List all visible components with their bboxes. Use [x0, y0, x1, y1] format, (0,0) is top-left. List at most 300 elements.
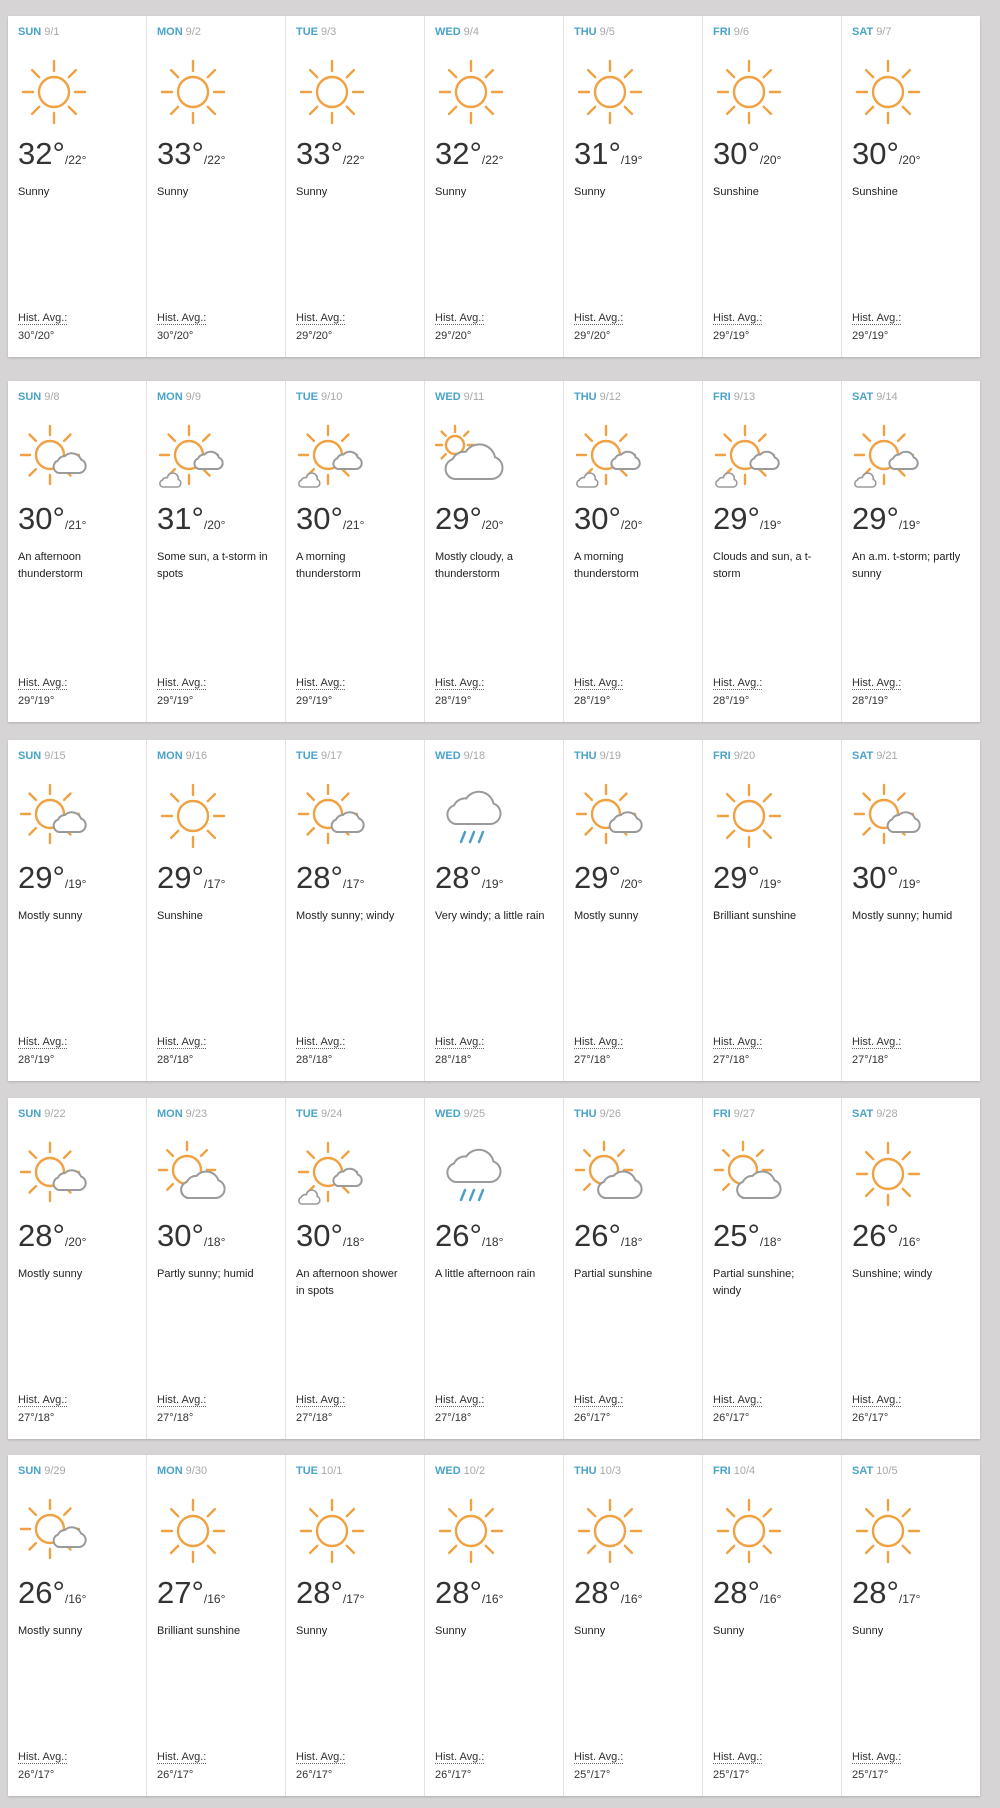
high-temp: 28°	[852, 1575, 899, 1610]
historical-average	[713, 1033, 762, 1069]
historical-average	[157, 309, 206, 345]
historical-average	[713, 309, 762, 345]
low-temp: /19°	[620, 153, 643, 167]
hist-avg-label[interactable]: Hist. Avg.:	[852, 1751, 902, 1763]
historical-average	[296, 1748, 345, 1784]
temperature	[435, 860, 503, 896]
day-date: 9/23	[185, 1108, 208, 1120]
day-of-week: TUE	[296, 391, 318, 403]
low-temp: /20°	[898, 153, 921, 167]
partly-sunny-icon	[713, 1138, 785, 1210]
day-cell[interactable]	[425, 16, 564, 357]
hist-avg-label[interactable]: Hist. Avg.:	[296, 1751, 346, 1763]
sun-icon	[713, 780, 785, 852]
day-label[interactable]	[18, 750, 66, 762]
hist-avg-label[interactable]: Hist. Avg.:	[435, 312, 485, 324]
day-cell[interactable]	[8, 1098, 147, 1439]
day-cell[interactable]	[703, 1098, 842, 1439]
temperature	[852, 1575, 920, 1611]
historical-average	[435, 309, 484, 345]
sun-icon	[157, 1495, 229, 1567]
temperature	[435, 136, 503, 172]
day-of-week: MON	[157, 1465, 183, 1477]
day-date: 9/9	[185, 391, 201, 403]
day-cell[interactable]	[842, 381, 980, 722]
day-label[interactable]	[296, 391, 342, 403]
day-date: 9/19	[599, 750, 622, 762]
day-label[interactable]	[435, 1465, 485, 1477]
day-of-week: SAT	[852, 1465, 874, 1477]
hist-avg-label[interactable]: Hist. Avg.:	[18, 1036, 68, 1048]
weather-phrase: Mostly sunny	[18, 910, 83, 922]
sun-icon	[713, 1495, 785, 1567]
day-label[interactable]	[852, 26, 891, 38]
hist-avg-label[interactable]: Hist. Avg.:	[157, 1394, 207, 1406]
week-row	[8, 16, 980, 357]
hist-avg-label[interactable]: Hist. Avg.:	[296, 1036, 346, 1048]
sun-icon	[435, 1495, 507, 1567]
partly-sunny-icon	[574, 1138, 646, 1210]
day-label[interactable]	[157, 26, 201, 38]
day-cell[interactable]	[147, 381, 286, 722]
day-date: 10/4	[733, 1465, 756, 1477]
historical-average	[296, 309, 345, 345]
sun-cloud-small-icon	[296, 421, 368, 493]
day-label[interactable]	[296, 26, 336, 38]
day-label[interactable]	[18, 26, 60, 38]
day-cell[interactable]	[564, 1455, 703, 1796]
day-date: 9/13	[733, 391, 756, 403]
day-of-week: SAT	[852, 26, 874, 38]
day-cell[interactable]	[147, 1455, 286, 1796]
hist-avg-label[interactable]: Hist. Avg.:	[157, 677, 207, 689]
temperature	[157, 136, 225, 172]
hist-avg-value: 26°/17°	[18, 1769, 55, 1781]
historical-average	[435, 674, 484, 710]
high-temp: 29°	[157, 860, 204, 895]
day-of-week: WED	[435, 26, 461, 38]
weather-phrase: Mostly sunny	[18, 1625, 83, 1637]
low-temp: /20°	[481, 518, 504, 532]
historical-average	[157, 1748, 206, 1784]
hist-avg-value: 28°/19°	[574, 695, 611, 707]
high-temp: 30°	[18, 501, 65, 536]
temperature	[18, 860, 86, 896]
hist-avg-label[interactable]: Hist. Avg.:	[574, 312, 624, 324]
high-temp: 27°	[157, 1575, 204, 1610]
temperature	[157, 501, 225, 537]
hist-avg-label[interactable]: Hist. Avg.:	[296, 1394, 346, 1406]
hist-avg-value: 29°/20°	[296, 330, 333, 342]
day-label[interactable]	[574, 26, 615, 38]
day-date: 9/2	[185, 26, 201, 38]
sun-cloud-icon	[852, 780, 924, 852]
temperature	[157, 860, 225, 896]
temperature	[713, 501, 781, 537]
day-cell[interactable]	[564, 16, 703, 357]
historical-average	[574, 674, 623, 710]
hist-avg-value: 30°/20°	[157, 330, 194, 342]
day-label[interactable]	[435, 26, 479, 38]
day-cell[interactable]	[286, 381, 425, 722]
day-of-week: SUN	[18, 1465, 42, 1477]
temperature	[574, 1218, 642, 1254]
high-temp: 30°	[713, 136, 760, 171]
hist-avg-value: 29°/19°	[296, 695, 333, 707]
weather-phrase: Sunny	[852, 1625, 884, 1637]
historical-average	[157, 1391, 206, 1427]
weather-phrase: Partly sunny; humid	[157, 1268, 254, 1280]
day-cell[interactable]	[286, 1455, 425, 1796]
hist-avg-value: 26°/17°	[157, 1769, 194, 1781]
low-temp: /22°	[64, 153, 87, 167]
historical-average	[574, 1748, 623, 1784]
weather-phrase: Sunny	[574, 186, 606, 198]
day-label[interactable]	[157, 1465, 207, 1477]
sun-cloud-icon	[574, 780, 646, 852]
day-of-week: MON	[157, 391, 183, 403]
day-cell[interactable]	[8, 16, 147, 357]
sun-cloud-small-icon	[852, 421, 924, 493]
sun-icon	[574, 56, 646, 128]
hist-avg-label[interactable]: Hist. Avg.:	[157, 312, 207, 324]
day-cell[interactable]	[425, 1455, 564, 1796]
sun-icon	[852, 56, 924, 128]
day-cell[interactable]	[842, 1455, 980, 1796]
temperature	[18, 136, 86, 172]
day-date: 9/25	[463, 1108, 486, 1120]
sun-cloud-small-icon	[296, 1138, 368, 1210]
day-of-week: SUN	[18, 1108, 42, 1120]
hist-avg-value: 30°/20°	[18, 330, 55, 342]
hist-avg-value: 27°/18°	[435, 1412, 472, 1424]
low-temp: /19°	[64, 877, 87, 891]
historical-average	[574, 1033, 623, 1069]
low-temp: /22°	[481, 153, 504, 167]
day-label[interactable]	[852, 1465, 898, 1477]
historical-average	[296, 1033, 345, 1069]
weather-phrase: Sunshine	[157, 910, 203, 922]
day-date: 9/11	[463, 391, 485, 403]
hist-avg-value: 29°/19°	[157, 695, 194, 707]
historical-average	[574, 309, 623, 345]
hist-avg-value: 25°/17°	[852, 1769, 889, 1781]
day-cell[interactable]	[564, 740, 703, 1081]
hist-avg-label[interactable]: Hist. Avg.:	[713, 1036, 763, 1048]
temperature	[435, 1218, 503, 1254]
sun-icon	[852, 1495, 924, 1567]
low-temp: /22°	[203, 153, 226, 167]
rain-cloud-icon	[435, 780, 507, 852]
low-temp: /20°	[620, 518, 643, 532]
day-label[interactable]	[852, 750, 898, 762]
day-of-week: TUE	[296, 26, 318, 38]
day-label[interactable]	[18, 391, 60, 403]
day-label[interactable]	[296, 750, 342, 762]
day-cell[interactable]	[425, 740, 564, 1081]
day-cell[interactable]	[425, 381, 564, 722]
weather-phrase: A morning thunderstorm	[574, 551, 639, 580]
historical-average	[713, 674, 762, 710]
hist-avg-label[interactable]: Hist. Avg.:	[18, 1394, 68, 1406]
day-label[interactable]	[296, 1465, 342, 1477]
temperature	[296, 136, 364, 172]
day-cell[interactable]	[703, 1455, 842, 1796]
sun-cloud-icon	[296, 780, 368, 852]
day-cell[interactable]	[842, 16, 980, 357]
high-temp: 28°	[435, 1575, 482, 1610]
low-temp: /20°	[759, 153, 782, 167]
day-date: 9/21	[876, 750, 898, 762]
historical-average	[18, 674, 67, 710]
hist-avg-value: 29°/19°	[713, 330, 750, 342]
temperature	[18, 501, 86, 537]
day-cell[interactable]	[286, 1098, 425, 1439]
day-of-week: TUE	[296, 750, 318, 762]
temperature	[574, 136, 642, 172]
hist-avg-label[interactable]: Hist. Avg.:	[435, 1751, 485, 1763]
temperature	[713, 860, 781, 896]
weather-phrase: Mostly cloudy, a thunderstorm	[435, 551, 514, 580]
sun-cloud-icon	[18, 421, 90, 493]
sun-cloud-small-icon	[157, 421, 229, 493]
day-cell[interactable]	[564, 381, 703, 722]
temperature	[852, 501, 920, 537]
high-temp: 33°	[296, 136, 343, 171]
day-cell[interactable]	[286, 740, 425, 1081]
sun-icon	[713, 56, 785, 128]
day-of-week: FRI	[713, 1108, 731, 1120]
hist-avg-label[interactable]: Hist. Avg.:	[574, 1394, 624, 1406]
low-temp: /17°	[342, 1592, 365, 1606]
sun-cloud-small-icon	[713, 421, 785, 493]
weather-phrase: Sunny	[435, 1625, 467, 1637]
week-row	[8, 1098, 980, 1439]
day-of-week: MON	[157, 1108, 183, 1120]
historical-average	[296, 674, 345, 710]
day-label[interactable]	[435, 391, 484, 403]
hist-avg-value: 29°/20°	[435, 330, 472, 342]
day-date: 9/5	[599, 26, 615, 38]
low-temp: /22°	[342, 153, 365, 167]
day-date: 9/22	[44, 1108, 66, 1120]
week-row	[8, 1455, 980, 1796]
hist-avg-value: 28°/19°	[435, 695, 472, 707]
hist-avg-value: 28°/18°	[435, 1054, 472, 1066]
weather-phrase: Sunny	[296, 1625, 328, 1637]
day-label[interactable]	[713, 391, 755, 403]
temperature	[713, 136, 781, 172]
day-cell[interactable]	[8, 740, 147, 1081]
day-label[interactable]	[713, 26, 749, 38]
day-label[interactable]	[157, 750, 207, 762]
day-cell[interactable]	[564, 1098, 703, 1439]
day-cell[interactable]	[286, 16, 425, 357]
weather-phrase: Brilliant sunshine	[713, 910, 797, 922]
day-label[interactable]	[574, 750, 621, 762]
high-temp: 31°	[157, 501, 204, 536]
day-cell[interactable]	[842, 740, 980, 1081]
hist-avg-label[interactable]: Hist. Avg.:	[852, 1394, 902, 1406]
day-label[interactable]	[574, 1108, 621, 1120]
sun-icon	[574, 1495, 646, 1567]
hist-avg-label[interactable]: Hist. Avg.:	[713, 1751, 763, 1763]
hist-avg-value: 28°/19°	[713, 695, 750, 707]
hist-avg-label[interactable]: Hist. Avg.:	[157, 1036, 207, 1048]
day-date: 9/12	[599, 391, 622, 403]
high-temp: 30°	[296, 501, 343, 536]
day-cell[interactable]	[8, 381, 147, 722]
hist-avg-label[interactable]: Hist. Avg.:	[18, 1751, 68, 1763]
day-label[interactable]	[296, 1108, 342, 1120]
hist-avg-value: 28°/18°	[157, 1054, 194, 1066]
day-of-week: SUN	[18, 750, 42, 762]
weather-phrase: Clouds and sun, a t-storm	[713, 551, 812, 580]
hist-avg-value: 27°/18°	[574, 1054, 611, 1066]
day-label[interactable]	[852, 1108, 898, 1120]
high-temp: 28°	[574, 1575, 621, 1610]
day-label[interactable]	[18, 1108, 66, 1120]
weather-phrase: An a.m. t-storm; partly sunny	[852, 551, 961, 580]
day-date: 9/14	[876, 391, 898, 403]
hist-avg-label[interactable]: Hist. Avg.:	[435, 677, 485, 689]
hist-avg-label[interactable]: Hist. Avg.:	[574, 677, 624, 689]
day-cell[interactable]	[147, 1098, 286, 1439]
day-cell[interactable]	[147, 740, 286, 1081]
hist-avg-label[interactable]: Hist. Avg.:	[713, 677, 763, 689]
historical-average	[852, 1391, 901, 1427]
day-date: 9/24	[321, 1108, 343, 1120]
day-label[interactable]	[574, 391, 621, 403]
low-temp: /20°	[64, 1235, 87, 1249]
high-temp: 26°	[574, 1218, 621, 1253]
hist-avg-label[interactable]: Hist. Avg.:	[296, 312, 346, 324]
weather-phrase: Mostly sunny	[18, 1268, 83, 1280]
day-cell[interactable]	[842, 1098, 980, 1439]
day-date: 10/5	[876, 1465, 898, 1477]
weather-phrase: A little afternoon rain	[435, 1268, 536, 1280]
hist-avg-label[interactable]: Hist. Avg.:	[713, 312, 763, 324]
day-label[interactable]	[157, 1108, 207, 1120]
weather-phrase: Very windy; a little rain	[435, 910, 545, 922]
hist-avg-value: 29°/20°	[574, 330, 611, 342]
day-cell[interactable]	[703, 381, 842, 722]
day-label[interactable]	[852, 391, 898, 403]
day-of-week: MON	[157, 750, 183, 762]
historical-average	[713, 1391, 762, 1427]
hist-avg-label[interactable]: Hist. Avg.:	[296, 677, 346, 689]
temperature	[296, 501, 364, 537]
temperature	[296, 1575, 364, 1611]
high-temp: 29°	[713, 501, 760, 536]
historical-average	[296, 1391, 345, 1427]
low-temp: /20°	[620, 877, 643, 891]
hist-avg-value: 25°/17°	[713, 1769, 750, 1781]
high-temp: 30°	[852, 136, 899, 171]
hist-avg-label[interactable]: Hist. Avg.:	[18, 677, 68, 689]
hist-avg-label[interactable]: Hist. Avg.:	[713, 1394, 763, 1406]
day-label[interactable]	[18, 1465, 66, 1477]
sun-icon	[435, 56, 507, 128]
weather-phrase: Sunny	[157, 186, 189, 198]
weather-phrase: An afternoon thunderstorm	[18, 551, 83, 580]
hist-avg-value: 26°/17°	[713, 1412, 750, 1424]
weather-phrase: Sunny	[18, 186, 50, 198]
hist-avg-value: 27°/18°	[713, 1054, 750, 1066]
hist-avg-label[interactable]: Hist. Avg.:	[852, 1036, 902, 1048]
historical-average	[852, 1033, 901, 1069]
hist-avg-value: 29°/19°	[18, 695, 55, 707]
day-date: 9/20	[733, 750, 756, 762]
hist-avg-value: 26°/17°	[435, 1769, 472, 1781]
low-temp: /17°	[898, 1592, 921, 1606]
day-label[interactable]	[713, 1465, 755, 1477]
historical-average	[157, 674, 206, 710]
historical-average	[713, 1748, 762, 1784]
hist-avg-label[interactable]: Hist. Avg.:	[852, 677, 902, 689]
day-cell[interactable]	[703, 740, 842, 1081]
day-label[interactable]	[157, 391, 201, 403]
high-temp: 29°	[435, 501, 482, 536]
hist-avg-label[interactable]: Hist. Avg.:	[852, 312, 902, 324]
day-label[interactable]	[435, 750, 485, 762]
sun-icon	[157, 56, 229, 128]
hist-avg-label[interactable]: Hist. Avg.:	[157, 1751, 207, 1763]
day-cell[interactable]	[425, 1098, 564, 1439]
day-date: 9/27	[733, 1108, 756, 1120]
weather-phrase: A morning thunderstorm	[296, 551, 361, 580]
historical-average	[435, 1748, 484, 1784]
historical-average	[18, 1391, 67, 1427]
day-label[interactable]	[713, 1108, 755, 1120]
hist-avg-value: 25°/17°	[574, 1769, 611, 1781]
day-label[interactable]	[574, 1465, 621, 1477]
low-temp: /18°	[759, 1235, 782, 1249]
mostly-cloudy-icon	[435, 421, 507, 493]
high-temp: 28°	[296, 1575, 343, 1610]
hist-avg-label[interactable]: Hist. Avg.:	[574, 1036, 624, 1048]
high-temp: 32°	[18, 136, 65, 171]
hist-avg-label[interactable]: Hist. Avg.:	[435, 1394, 485, 1406]
hist-avg-value: 28°/19°	[852, 695, 889, 707]
day-date: 10/2	[463, 1465, 486, 1477]
low-temp: /19°	[898, 518, 921, 532]
day-of-week: THU	[574, 391, 597, 403]
high-temp: 30°	[157, 1218, 204, 1253]
high-temp: 26°	[852, 1218, 899, 1253]
hist-avg-label[interactable]: Hist. Avg.:	[574, 1751, 624, 1763]
day-cell[interactable]	[8, 1455, 147, 1796]
day-date: 10/3	[599, 1465, 622, 1477]
sun-cloud-icon	[18, 780, 90, 852]
day-label[interactable]	[713, 750, 755, 762]
day-of-week: WED	[435, 1108, 461, 1120]
high-temp: 29°	[852, 501, 899, 536]
hist-avg-label[interactable]: Hist. Avg.:	[435, 1036, 485, 1048]
hist-avg-label[interactable]: Hist. Avg.:	[18, 312, 68, 324]
historical-average	[435, 1391, 484, 1427]
temperature	[18, 1218, 86, 1254]
day-cell[interactable]	[147, 16, 286, 357]
day-cell[interactable]	[703, 16, 842, 357]
historical-average	[157, 1033, 206, 1069]
low-temp: /18°	[481, 1235, 504, 1249]
high-temp: 26°	[435, 1218, 482, 1253]
day-date: 10/1	[321, 1465, 343, 1477]
low-temp: /18°	[342, 1235, 365, 1249]
day-label[interactable]	[435, 1108, 485, 1120]
partly-sunny-icon	[157, 1138, 229, 1210]
